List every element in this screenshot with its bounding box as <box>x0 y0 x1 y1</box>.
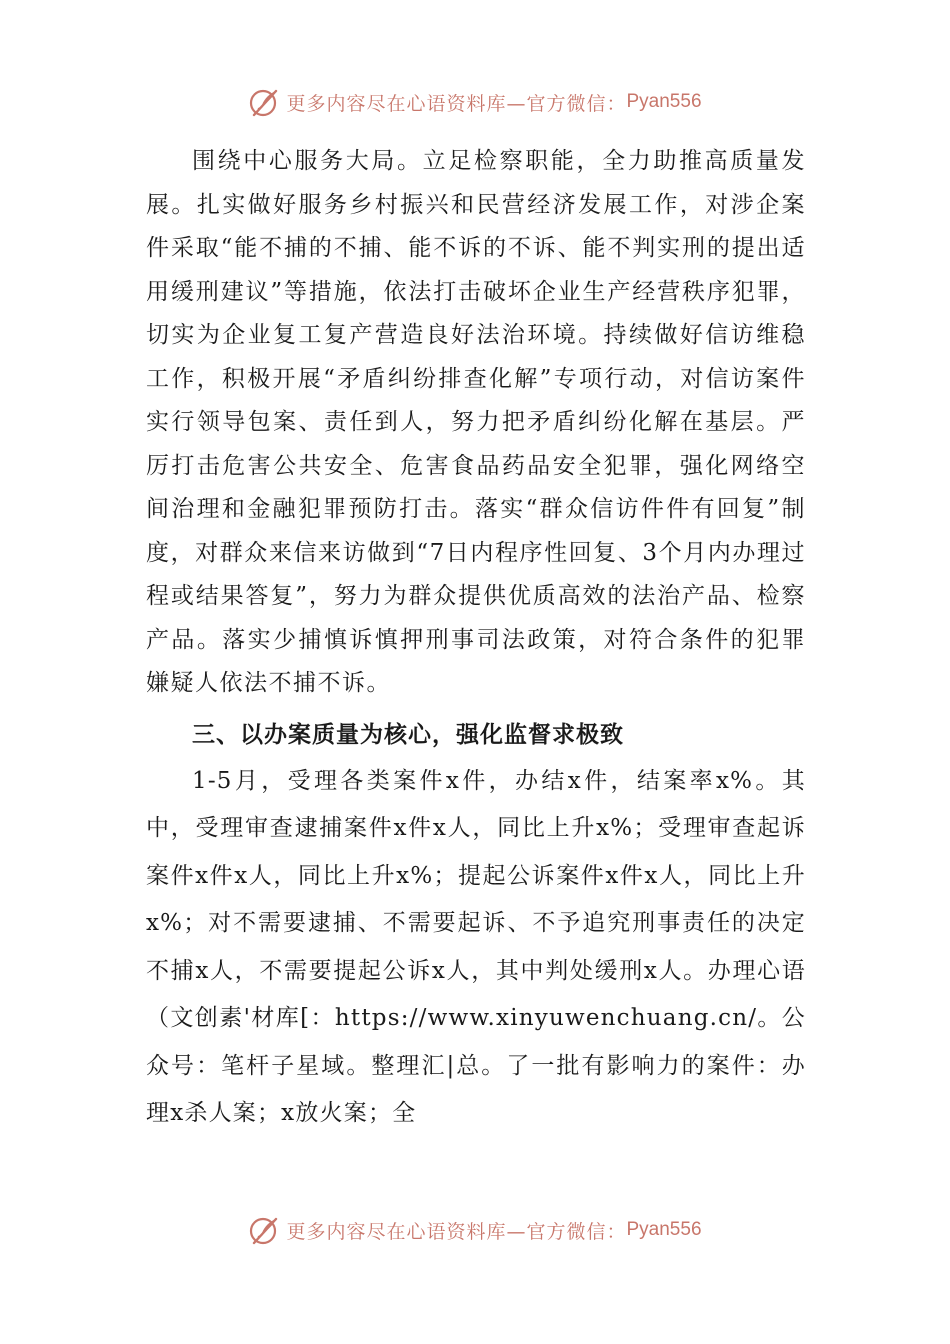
watermark-footer <box>0 1210 950 1250</box>
paragraph: 1-5月，受理各类案件x件，办结x件，结案率x%。其中，受理审查逮捕案件x件x人，同比上升x%；受理审查起诉案件x件x人，同比上升x%；提起公诉案件x件x人，同比上升x%；对不需要逮捕、不需要起诉、不予追究刑事责任的决定不捕x人，不需要提起公诉x人，其中判处缓刑x人。办理心语（文创素'材库[：https://www.xinyuwenchuang.cn/。公众号：笔杆子星域。整理汇|总。了一批有影响力的案件：办理x杀人案；x放火案；全 <box>146 767 806 1126</box>
watermark-text: 更多内容尽在心语资料库—官方微信： <box>286 92 627 115</box>
watermark-id: Pyan556 <box>626 91 702 112</box>
watermark-text: 更多内容尽在心语资料库—官方微信： <box>286 1220 627 1243</box>
section-heading: 三、以办案质量为核心，强化监督求极致 <box>192 721 624 748</box>
document-body <box>146 140 806 1138</box>
watermark-id: Pyan556 <box>626 1219 702 1240</box>
feather-pen-logo-icon <box>248 1213 282 1247</box>
watermark-header <box>0 82 950 122</box>
paragraph: 围绕中心服务大局。立足检察职能，全力助推高质量发展。扎实做好服务乡村振兴和民营经济发展工作，对涉企案件采取“能不捕的不捕、能不诉的不诉、能不判实刑的提出适用缓刑建议”等措施，依法打击破坏企业生产经营秩序犯罪，切实为企业复工复产营造良好法治环境。持续做好信访维稳工作，积极开展“矛盾纠纷排查化解”专项行动，对信访案件实行领导包案、责任到人，努力把矛盾纠纷化解在基层。严厉打击危害公共安全、危害食品药品安全犯罪，强化网络空间治理和金融犯罪预防打击。落实“群众信访件件有回复”制度，对群众来信来访做到“7日内程序性回复、3个月内办理过程或结果答复”，努力为群众提供优质高效的法治产品、检察产品。落实少捕慎诉慎押刑事司法政策，对符合条件的犯罪嫌疑人依法不捕不诉。 <box>146 148 806 696</box>
feather-pen-logo-icon <box>248 85 282 119</box>
